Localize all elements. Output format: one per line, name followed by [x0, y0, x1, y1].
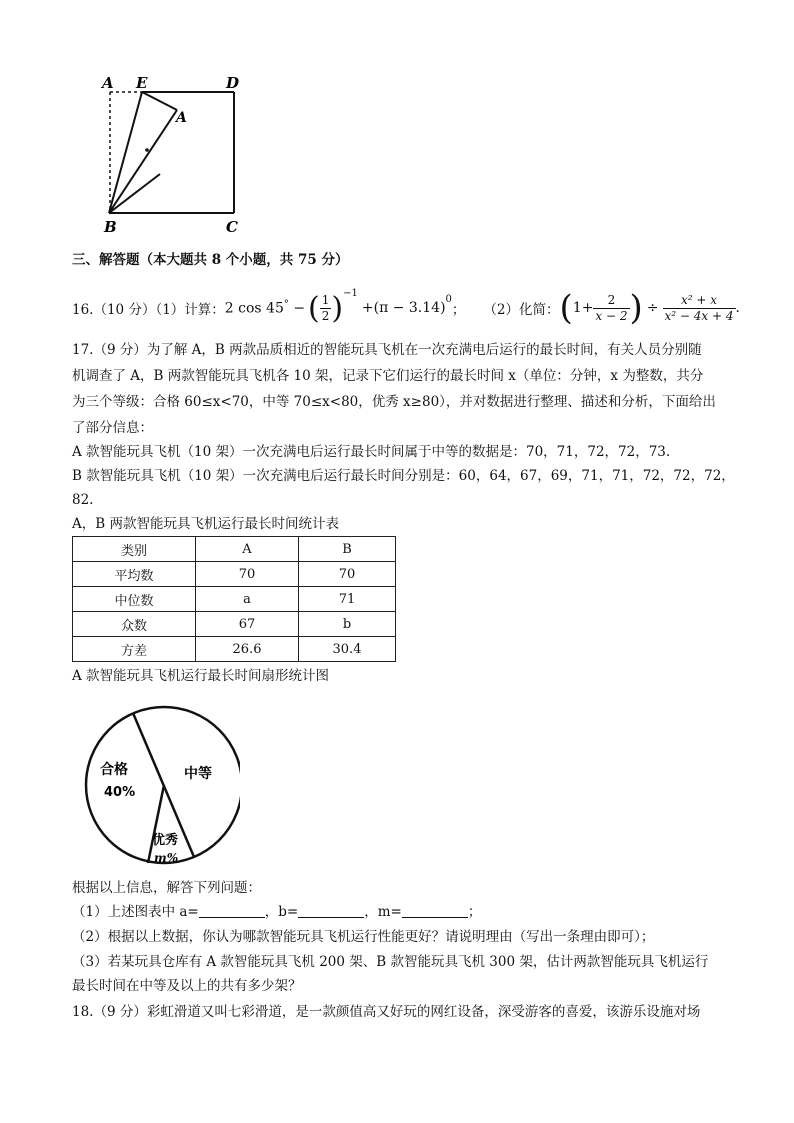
table-cell: b	[299, 612, 396, 637]
q17-a-info: A 款智能玩具飞机（10 架）一次充满电后运行最长时间属于中等的数据是：70，71，72，72，73.	[72, 444, 671, 460]
questions-intro: 根据以上信息，解答下列问题：	[72, 880, 261, 896]
table-row	[73, 587, 396, 612]
pie-label-medium: 中等	[184, 766, 212, 782]
question-16	[72, 288, 740, 328]
q17-sub1-end: ；	[467, 904, 482, 920]
pie-chart	[80, 698, 240, 868]
table-cell: 中位数	[73, 587, 196, 612]
q16-divide: ÷	[646, 300, 659, 316]
table-cell: 平均数	[73, 562, 196, 587]
q17-sub1-b: ，b=	[264, 904, 299, 920]
table-header: A	[196, 537, 299, 562]
q16-pi-term: +(π − 3.14)	[361, 300, 446, 316]
q16-degree: °	[283, 299, 289, 311]
q16-f1-num: 2	[593, 293, 629, 309]
q16-half-num: 1	[321, 292, 330, 307]
table-header: 类别	[73, 537, 196, 562]
q16-exp0: 0	[445, 294, 452, 305]
q16-fraction-1	[593, 293, 629, 324]
table-cell: a	[196, 587, 299, 612]
table-row	[73, 637, 396, 662]
q17-sub1-prefix: （1）上述图表中 a=	[72, 904, 199, 920]
section-title: 三、解答题（本大题共 8 个小题，共 75 分）	[72, 252, 349, 268]
segment-BA-prime	[109, 110, 177, 213]
table-cell: 67	[196, 612, 299, 637]
pie-label-excellent-pct: m%	[154, 851, 179, 865]
label-C: C	[226, 218, 238, 236]
table-cell: 方差	[73, 637, 196, 662]
table-row	[73, 562, 396, 587]
q17-line-1: 17.（9 分）为了解 A，B 两款品质相近的智能玩具飞机在一次充满电后运行的最长时间，有关人员分别随	[72, 342, 702, 358]
q17-line-2: 机调查了 A，B 两款智能玩具飞机各 10 架，记录下它们运行的最长时间 x（单位：分钟，x 为整数，共分	[72, 368, 704, 384]
q16-fraction-2	[663, 293, 736, 324]
q16-half-paren: (	[308, 290, 320, 326]
table-cell: 30.4	[299, 637, 396, 662]
q16-end: .	[735, 300, 740, 316]
q17-line-4: 了部分信息：	[72, 420, 153, 436]
label-B: B	[104, 218, 117, 236]
q18-line-1: 18.（9 分）彩虹滑道又叫七彩滑道，是一款颜值高又好玩的网红设备，深受游客的喜爱，该游乐设施对场	[72, 1004, 701, 1020]
label-A-prime: A	[176, 110, 187, 126]
q17-line-3: 为三个等级：合格 60≤x<70，中等 70≤x<80，优秀 x≥80），并对数据进行整理、描述和分析，下面给出	[72, 394, 716, 410]
table-title: A，B 两款智能玩具飞机运行最长时间统计表	[72, 516, 339, 532]
q16-f2-num: x² + x	[663, 293, 736, 309]
segment-EA-prime	[142, 92, 177, 110]
geometry-figure	[80, 70, 260, 240]
point-mark	[145, 148, 149, 152]
q16-cos-term	[225, 299, 305, 317]
q16-paren-open: (	[559, 288, 573, 328]
q16-coef: 2 cos 45	[224, 300, 284, 317]
table-header-row	[73, 537, 396, 562]
q16-prefix: 16.（10 分）（1）计算：	[72, 302, 225, 318]
table-cell: 71	[299, 587, 396, 612]
q17-sub2: （2）根据以上数据，你认为哪款智能玩具飞机运行性能更好？请说明理由（写出一条理由即可）；	[72, 929, 655, 945]
answer-blank-b[interactable]	[298, 903, 364, 918]
q17-sub3-line2: 最长时间在中等及以上的共有多少架？	[72, 978, 302, 994]
q16-f2-den: x² − 4x + 4	[664, 308, 734, 323]
q16-separator: ；	[451, 302, 466, 318]
q16-exp-neg1: −1	[343, 288, 358, 299]
q16-one-plus: 1+	[572, 300, 594, 316]
q17-sub3-line1: （3）若某玩具仓库有 A 款智能玩具飞机 200 架、B 款智能玩具飞机 300 架，估计两款智能玩具飞机运行	[72, 954, 709, 970]
q16-minus: −	[293, 300, 306, 317]
q16-paren-close: )	[629, 288, 643, 328]
segment-BE	[109, 92, 142, 213]
pie-title: A 款智能玩具飞机运行最长时间扇形统计图	[72, 668, 330, 684]
pie-label-pass: 合格	[100, 762, 128, 778]
stats-table	[72, 536, 396, 662]
table-cell: 26.6	[196, 637, 299, 662]
q16-part2-label: （2）化简：	[483, 302, 560, 318]
q17-sub1	[72, 900, 481, 925]
q16-f1-den: x − 2	[595, 308, 628, 323]
answer-blank-m[interactable]	[402, 903, 468, 918]
q17-b-info-2: 82.	[72, 492, 94, 508]
table-cell: 70	[299, 562, 396, 587]
q16-half-paren-close: )	[331, 290, 344, 326]
q16-half-fraction	[320, 293, 332, 324]
answer-blank-a[interactable]	[199, 903, 265, 918]
pie-label-pass-pct: 40%	[104, 785, 136, 800]
q17-b-info-1: B 款智能玩具飞机（10 架）一次充满电后运行最长时间分别是：60，64，67，69，71，71，72，72，72，	[72, 468, 735, 484]
label-E: E	[136, 74, 148, 92]
label-A: A	[102, 74, 114, 92]
q17-sub1-m: ，m=	[364, 904, 402, 920]
table-cell: 众数	[73, 612, 196, 637]
label-D: D	[226, 74, 240, 92]
table-cell: 70	[196, 562, 299, 587]
segment-diagonal	[109, 174, 160, 213]
table-row	[73, 612, 396, 637]
q16-half-den: 2	[321, 308, 330, 323]
table-header: B	[299, 537, 396, 562]
pie-label-excellent: 优秀	[152, 833, 179, 848]
